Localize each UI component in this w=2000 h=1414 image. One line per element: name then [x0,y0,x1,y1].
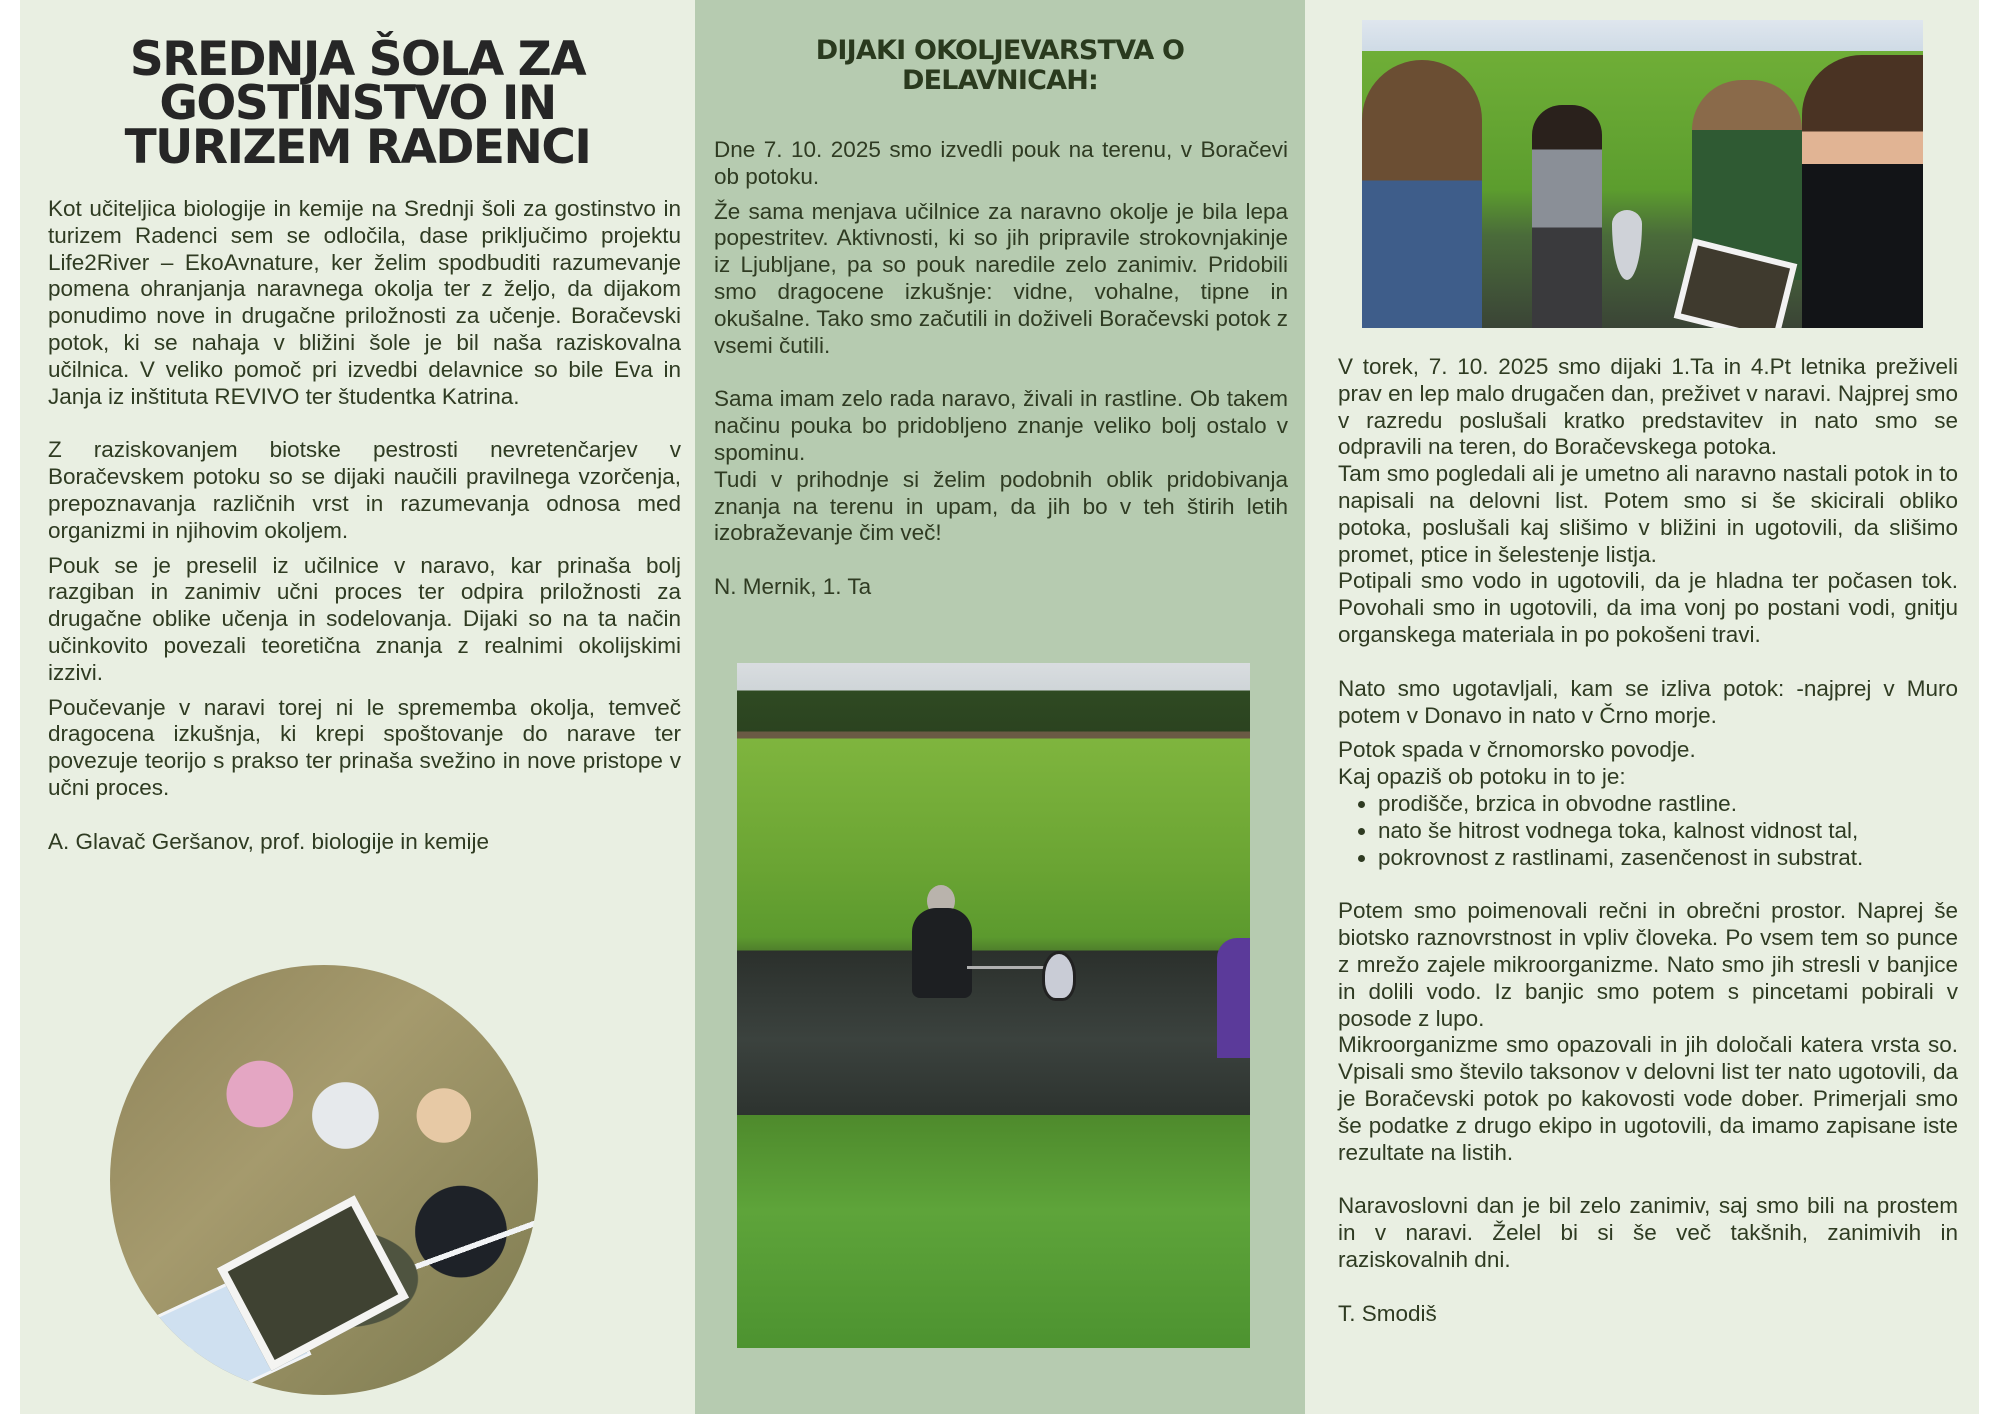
report-paragraph: Kaj opaziš ob potoku in to je: [1338,764,1626,790]
article-paragraph: Pouk se je preselil iz učilnice v naravo, kar prinaša bolj razgiban in zanimiv učni proces ter odpira priložnosti za drugačne oblike učenja in sodelovanja. Dijaki so na ta način učinkovito povezali teoretična znanja z realnimi okolijskimi izzivi. [48,552,681,685]
report-paragraph: Potipali smo vodo in ugotovili, da je hladna ter počasen tok. Povohali smo in ugotovili, da ima vonj po postani vodi, gnitju organskega materiala in po pokošeni travi. [1338,568,1958,647]
student-figure [1802,55,1923,328]
article-paragraph: Že sama menjava učilnice za naravno okolje je bila lepa popestritev. Aktivnosti, ki so jih pripravile strokovnjakinje iz Ljubljane, pa so pouk naredile zelo zanimiv. Pridobili smo dragocene izkušnje: vidne, vohalne, tipne in okušalne. Tako smo začutili in doživeli Boračevski potok z vsemi čutili. [714,198,1288,358]
report-signature: T. Smodiš [1338,1300,1437,1326]
school-title-line: TURIZEM RADENCI [124,120,591,175]
observation-item: • nato še hitrost vodnega toka, kalnost vidnost tal, [1378,818,1958,845]
report-paragraph: Nato smo ugotavljali, kam se izliva potok: -najprej v Muro potem v Donavo in nato v Črno morje. [1338,675,1958,728]
student-report [1338,354,1958,1328]
student-figure [1532,105,1602,328]
net-pole [967,966,1045,969]
sampling-net [1612,210,1642,280]
school-title-line: SREDNJA ŠOLA ZA [129,32,586,87]
article-paragraph: Z raziskovanjem biotske pestrosti nevretenčarjev v Boračevskem potoku so se dijaki naučili pravilnega vzorčenja, prepoznavanja različnih vrst in razumevanja odnosa med organizmi in njihovim okoljem. [48,437,681,543]
report-paragraph: Naravoslovni dan je bil zelo zanimiv, saj smo bili na prostem in v naravi. Želel bi si še več takšnih, zanimivih in raziskovalnih dni. [1338,1193,1958,1272]
student-bystander [1217,938,1250,1058]
article-paragraph: Dne 7. 10. 2025 smo izvedli pouk na terenu, v Boračevi ob potoku. [714,137,1288,189]
students-heading [695,36,1305,96]
stream-sampling-photo [737,663,1250,1348]
article-paragraph: Tudi v prihodnje si želim podobnih oblik pridobivanja znanja na terenu in upam, da jih bo v teh štirih letih izobraževanje čim več! [714,466,1288,546]
teacher-article [48,196,681,856]
school-title [20,32,695,175]
report-paragraph: V torek, 7. 10. 2025 smo dijaki 1.Ta in 4.Pt letnika preživeli prav en lep malo drugačen dan, preživet v naravi. Najprej smo v razredu poslušali kratko predstavitev in nato smo se odpravili na teren, do Boračevskega potoka. [1338,354,1958,460]
observation-item: • pokrovnost z rastlinami, zasenčenost in substrat. [1378,845,1958,872]
article-paragraph: Poučevanje v naravi torej ni le sprememba okolja, temveč dragocena izkušnja, ki krepi spoštovanje do narave ter povezuje teorijo s prakso ter prinaša svežino in nove pristope v učni proces. [48,694,681,800]
heading-line: DIJAKI OKOLJEVARSTVA O [815,35,1185,66]
heading-line: DELAVNICAH: [902,65,1098,96]
sampling-net [1042,951,1076,1001]
report-paragraph: Mikroorganizme smo opazovali in jih določali katera vrsta so. Vpisali smo število taksonov v delovni list ter nato ugotovili, da je Boračevski potok po kakovosti vode dober. Primerjali smo še podatke z drugo ekipo in ugotovili, da imamo zapisane iste rezultate na listih. [1338,1032,1958,1165]
student-figure [1362,60,1482,328]
student-article [714,137,1288,601]
article-signature: N. Mernik, 1. Ta [714,574,872,600]
article-paragraph: Kot učiteljica biologije in kemije na Srednji šoli za gostinstvo in turizem Radenci sem se odločila, dase priključimo projektu Life2River – EkoAvnature, ker želim spodbuditi razumevanje pomena ohranjanja naravnega okolja ter z željo, da dijakom ponudimo nove in drugačne priložnosti za učenje. Boračevski potok, ki se nahaja v bližini šole je bil naša raziskovalna učilnica. V veliko pomoč pri izvedbi delavnice so bile Eva in Janja iz inštituta REVIVO ter študentka Katrina. [48,196,681,409]
report-paragraph: Potem smo poimenovali rečni in obrečni prostor. Naprej še biotsko raznovrstnost in vpliv človeka. Po vsem tem so punce z mrežo zajele mikroorganizme. Nato smo jih stresli v banjice in dolili vodo. Iz banjic smo potem s pincetami pobirali v posode z lupo. [1338,898,1958,1031]
school-title-line: GOSTINSTVO IN [159,76,556,131]
report-paragraph: Tam smo pogledali ali je umetno ali naravno nastali potok in to napisali na delovni list. Potem smo si še skicirali obliko potoka, poslušali kaj slišimo v bližini in ugotovili, da slišimo promet, ptice in šelestenje listja. [1338,461,1958,567]
observation-item: • prodišče, brzica in obvodne rastline. [1378,791,1958,818]
students-circle-photo [110,965,538,1395]
observation-list [1338,791,1958,871]
article-signature: A. Glavač Geršanov, prof. biologije in kemije [48,828,490,854]
students-inspecting-photo [1362,20,1923,328]
article-paragraph: Sama imam zelo rada naravo, živali in rastline. Ob takem načinu pouka bo pridobljeno znanje veliko bolj ostalo v spominu. [714,386,1288,465]
person-in-waders [912,908,972,998]
report-paragraph: Potok spada v črnomorsko povodje. [1338,737,1696,763]
